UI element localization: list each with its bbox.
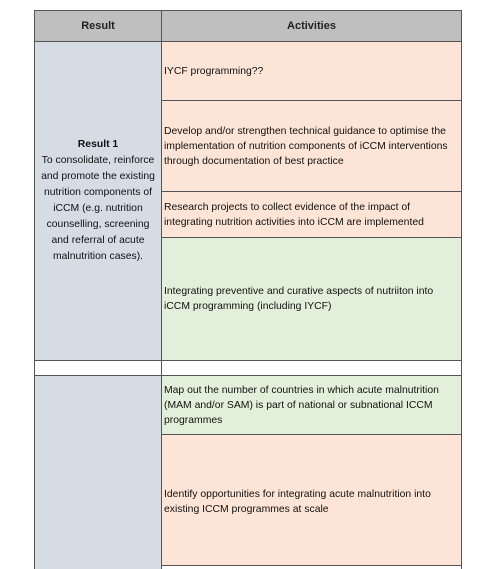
result-1-title: Result 1	[77, 139, 119, 150]
activity-row	[161, 375, 462, 435]
activity-text: Develop and/or strengthen technical guidance to optimise the implementation of nutrition components of iCCM interventions through documentation of best practice	[164, 125, 448, 167]
activity-text: Research projects to collect evidence of the impact of integrating nutrition activities into iCCM are implemented	[164, 201, 424, 228]
activities-header-label: Activities	[287, 20, 336, 32]
result-2-cell	[34, 375, 162, 569]
result-column-header	[34, 10, 162, 42]
activity-row	[161, 237, 462, 361]
activity-text: Integrating preventive and curative aspects of nutriiton into iCCM programming (including IYCF)	[164, 286, 434, 312]
result-1-description: To consolidate, reinforce and promote the existing nutrition components of iCCM (e.g. nutrition counselling, screening and referral of acute malnutrition cases).	[41, 155, 155, 262]
table-bottom-edge	[161, 565, 462, 569]
activity-row	[161, 191, 462, 238]
activity-text: Identify opportunities for integrating acute malnutrition into existing ICCM programmes at scale	[164, 489, 431, 515]
separator-row-activities	[161, 360, 462, 376]
activity-text: IYCF programming??	[164, 65, 264, 77]
activity-row	[161, 41, 462, 101]
separator-row-result	[34, 360, 162, 376]
activity-text: Map out the number of countries in which acute malnutrition (MAM and/or SAM) is part of national or subnational ICCM programmes	[164, 384, 439, 426]
result-header-label: Result	[81, 20, 115, 32]
activities-column-header	[161, 10, 462, 42]
activity-row	[161, 100, 462, 192]
result-1-cell	[34, 41, 162, 361]
activity-row	[161, 434, 462, 569]
